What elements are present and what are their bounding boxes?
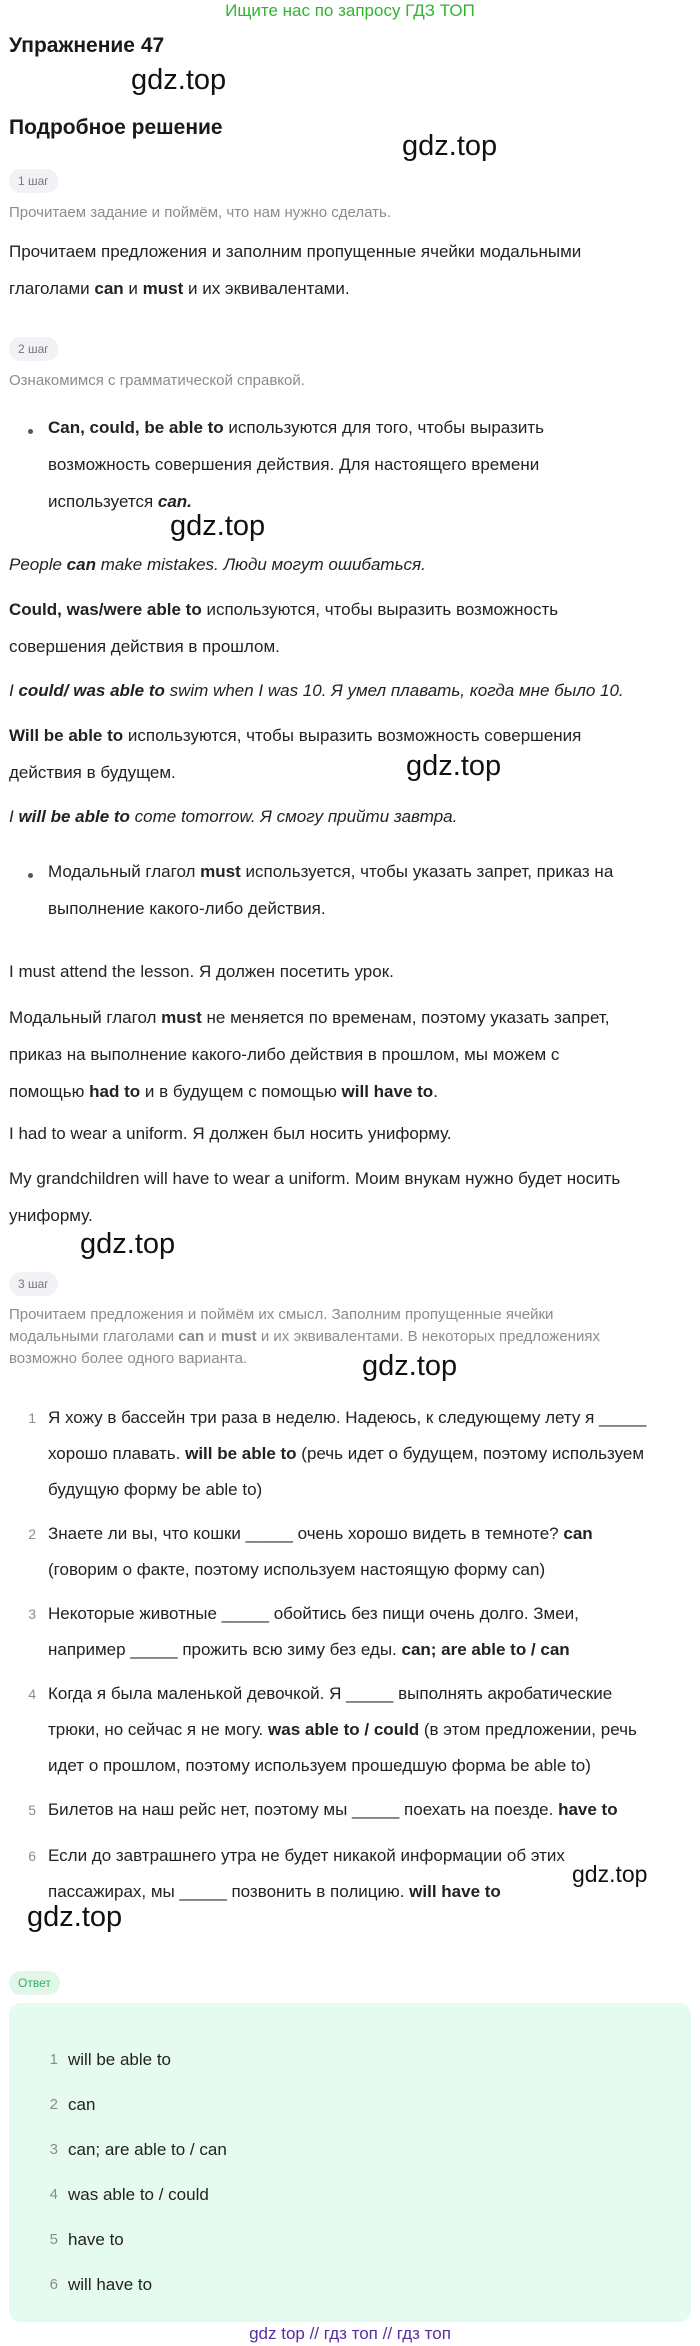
bullet-dot [28, 873, 33, 878]
text-line: Прочитаем предложения и заполним пропущенные ячейки модальными [9, 242, 582, 261]
watermark: gdz.top [131, 64, 227, 96]
item-number: 4 [28, 1686, 36, 1702]
answer-badge: Ответ [9, 1971, 60, 1995]
item-number: 2 [28, 1526, 36, 1542]
text-line: Will be able to используются, чтобы выразить возможность совершения [9, 726, 582, 745]
text-line: приказ на выполнение какого-либо действия в прошлом, мы можем с [9, 1045, 560, 1064]
text-line: глаголами can и must и их эквивалентами. [9, 279, 350, 298]
top-banner: Ищите нас по запросу ГДЗ ТОП [225, 1, 475, 20]
list-item: Когда я была маленькой девочкой. Я _____ выполнять акробатические трюки, но сейчас я не могу. was able to / could (в этом предложении, речь идет о прошлом, поэтому используем прошедшую форма be able to) [48, 1684, 637, 1775]
list-item: Знаете ли вы, что кошки _____ очень хорошо видеть в темноте? can (говорим о факте, поэтому используем настоящую форму can) [48, 1524, 593, 1579]
footer-links[interactable]: gdz top // гдз топ // гдз топ [249, 2324, 451, 2343]
step-hint: Прочитаем задание и поймём, что нам нужно сделать. [9, 204, 392, 221]
text-line: Модальный глагол must используется, чтобы указать запрет, приказ на [48, 862, 614, 881]
list-item: Если до завтрашнего утра не будет никакой информации об этих пассажирах, мы _____ позвонить в полицию. will have to [48, 1846, 565, 1901]
example-line: I must attend the lesson. Я должен посетить урок. [9, 962, 394, 981]
answer-number: 2 [49, 2096, 58, 2113]
item-number: 3 [28, 1606, 36, 1622]
solution-title: Подробное решение [9, 116, 223, 139]
item-number: 5 [28, 1802, 36, 1818]
text-line: My grandchildren will have to wear a uniform. Моим внукам нужно будет носить [9, 1169, 621, 1188]
answer-number: 1 [49, 2051, 58, 2068]
bullet-dot [28, 429, 33, 434]
text-line: выполнение какого-либо действия. [48, 899, 326, 918]
example-lines [9, 1160, 620, 1234]
watermark: gdz.top [80, 1228, 176, 1260]
text-line: униформу. [9, 1206, 93, 1225]
exercise-title: Упражнение 47 [9, 34, 165, 57]
step-badge: 3 шаг [9, 1272, 58, 1296]
example-line: I could/ was able to swim when I was 10. Я умел плавать, когда мне было 10. [9, 681, 624, 700]
text-line: совершения действия в прошлом. [9, 637, 280, 656]
answer-item: will have to [68, 2275, 153, 2294]
text-line: Модальный глагол must не меняется по временам, поэтому указать запрет, [9, 1008, 610, 1027]
list-item: Билетов на наш рейс нет, поэтому мы _____ поехать на поезде. have to [48, 1800, 618, 1819]
step-hint: Прочитаем предложения и поймём их смысл. Заполним пропущенные ячейки модальными глаголами can и must и их эквивалентами. В некоторых предложениях возможно более одного варианта. [9, 1306, 600, 1367]
text-line: помощью had to и в будущем с помощью will have to. [9, 1082, 438, 1101]
watermark: gdz.top [406, 750, 502, 782]
watermark: gdz.top [170, 510, 266, 542]
watermark: gdz.top [27, 1901, 123, 1933]
text-line: используется can. [48, 492, 192, 511]
answer-number: 4 [49, 2186, 58, 2203]
step-badge: 2 шаг [9, 337, 58, 361]
list-item: Я хожу в бассейн три раза в неделю. Надеюсь, к следующему лету я _____ хорошо плавать. will be able to (речь идет о будущем, поэтому используем будущую форму be able to) [48, 1408, 647, 1499]
item-number: 6 [28, 1848, 36, 1864]
answer-item: can; are able to / can [68, 2140, 227, 2159]
step-badge: 1 шаг [9, 169, 58, 193]
example-line: People can make mistakes. Люди могут ошибаться. [9, 555, 426, 574]
watermark: gdz.top [402, 130, 498, 162]
paragraph [9, 999, 610, 1110]
bullet-paragraph [48, 409, 544, 520]
text-line: Could, was/were able to используются, чтобы выразить возможность [9, 600, 559, 619]
example-line: I will be able to come tomorrow. Я смогу прийти завтра. [9, 807, 458, 826]
item-number: 1 [28, 1410, 36, 1426]
text-line: возможность совершения действия. Для настоящего времени [48, 455, 540, 474]
answer-number: 3 [49, 2141, 58, 2158]
list-item: Некоторые животные _____ обойтись без пищи очень долго. Змеи, например _____ прожить всю зиму без еды. can; are able to / can [48, 1604, 579, 1659]
watermark: gdz.top [572, 1861, 648, 1887]
text-line: Can, could, be able to используются для того, чтобы выразить [48, 418, 545, 437]
answer-item: can [68, 2095, 96, 2114]
answer-item: have to [68, 2230, 124, 2249]
step-hint: Ознакомимся с грамматической справкой. [9, 372, 305, 389]
answer-number: 6 [49, 2276, 58, 2293]
answer-item: was able to / could [68, 2185, 209, 2204]
paragraph [9, 717, 581, 791]
step1-text [9, 233, 581, 307]
watermark: gdz.top [362, 1350, 458, 1382]
answer-item: will be able to [68, 2050, 172, 2069]
answer-number: 5 [49, 2231, 58, 2248]
bullet-paragraph [48, 853, 613, 927]
example-line: I had to wear a uniform. Я должен был носить униформу. [9, 1124, 452, 1143]
text-line: действия в будущем. [9, 763, 176, 782]
paragraph [9, 591, 558, 665]
